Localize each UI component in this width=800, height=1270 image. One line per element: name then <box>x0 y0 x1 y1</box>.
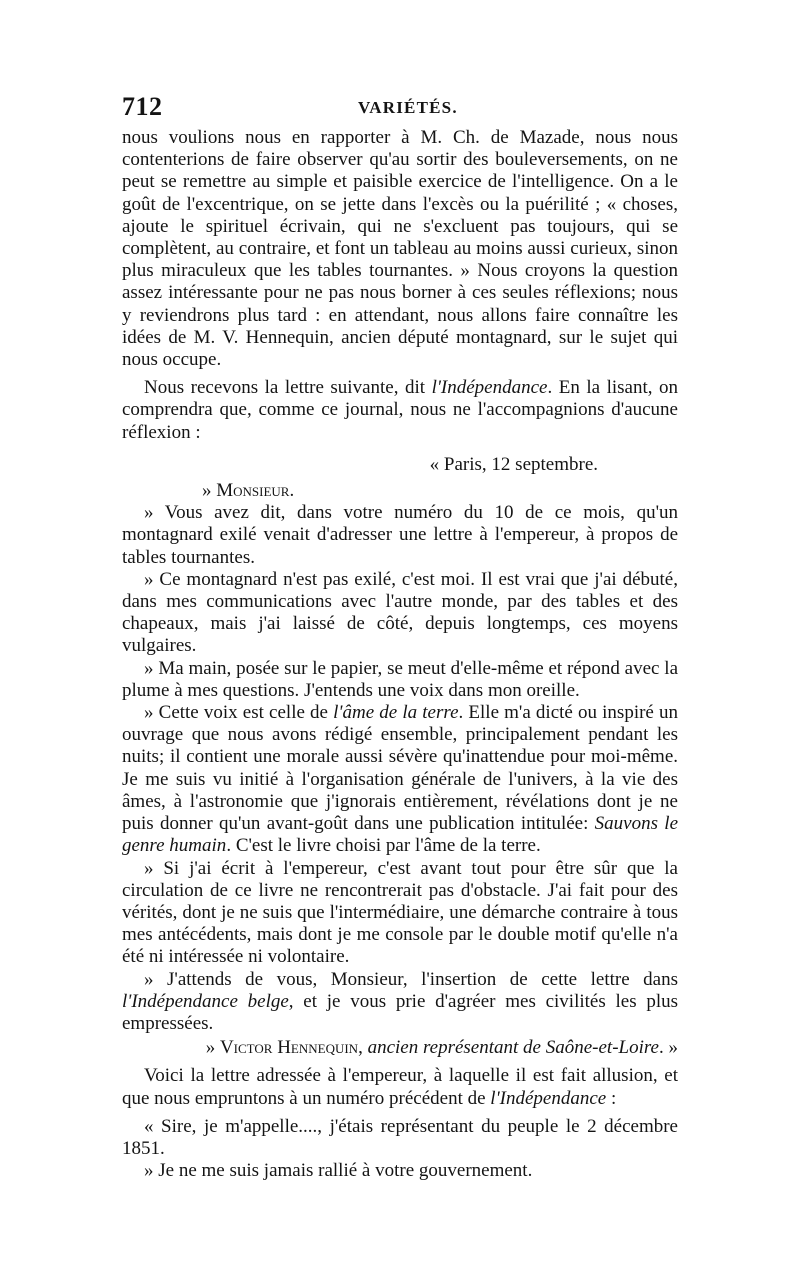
letter-signature <box>122 1037 678 1059</box>
emperor-letter-paragraph: « Sire, je m'appelle...., j'étais représentant du peuple le 2 décembre 1851. <box>122 1115 678 1159</box>
running-title: VARIÉTÉS. <box>358 98 458 117</box>
newspaper-title: l'Indépendance <box>490 1087 607 1109</box>
newspaper-title: l'Indépendance belge <box>122 990 289 1012</box>
letter-paragraph: » Ma main, posée sur le papier, se meut d'elle-même et répond avec la plume à mes questions. J'entends une voix dans mon oreille. <box>122 657 678 701</box>
signer-name: Victor Hennequin <box>219 1037 359 1059</box>
text: , et je vous prie d'agréer mes civilités les plus empressées. <box>122 990 678 1034</box>
running-head <box>122 92 678 122</box>
text: Nous recevons la lettre suivante, dit <box>144 377 432 399</box>
signer-role: ancien représentant de Saône-et-Loire <box>367 1037 659 1059</box>
text: » Cette voix est celle de <box>144 702 334 724</box>
text: . En la lisant, on comprendra que, comme ce journal, nous ne l'accompagnions d'aucune réflexion : <box>122 377 678 443</box>
text: . » <box>659 1037 678 1059</box>
text: . C'est le livre choisi par l'âme de la terre. <box>226 835 541 857</box>
letter-paragraph: » Vous avez dit, dans votre numéro du 10 de ce mois, qu'un montagnard exilé venait d'adresser une lettre à l'empereur, à propos de tables tournantes. <box>122 502 678 568</box>
newspaper-title: l'Indépendance <box>431 377 548 399</box>
emperor-letter-paragraph: » Je ne me suis jamais rallié à votre gouvernement. <box>144 1160 533 1182</box>
text: , <box>358 1037 368 1059</box>
italic-phrase: l'âme de la terre <box>333 702 459 724</box>
letter-paragraph <box>122 702 678 857</box>
paragraph-intro-letter <box>122 377 678 444</box>
text: Voici la lettre adressée à l'empereur, à laquelle il est fait allusion, et que nous empruntons à un numéro précédent de <box>122 1065 678 1109</box>
page-number: 712 <box>122 92 163 121</box>
letter-dateline: « Paris, 12 septembre. <box>429 453 598 475</box>
paragraph-intro-emperor-letter <box>122 1065 678 1109</box>
text: : <box>606 1087 617 1109</box>
text: . Elle m'a dicté ou inspiré un ouvrage que nous avons rédigé ensemble, principalement pendant les nuits; il contient une morale aussi sévère qu'inattendue pour moi-même. Je me suis vu initié à l'organisation générale de l'univers, à la vie des âmes, à l'astronomie que j'ignorais entièrement, révélations dont je ne puis donner qu'un avant-goût dans une publication intitulée: <box>122 702 678 835</box>
letter-paragraph: » Si j'ai écrit à l'empereur, c'est avant tout pour être sûr que la circulation de ce livre ne rencontrerait pas d'obstacle. J'ai fait pour des vérités, dont je ne suis que l'intermédiaire, une démarche contraire à tous mes antécédents, mais dont je me console par le double motif qu'elle n'a été ni intéressée ni volontaire. <box>122 857 678 968</box>
book-title: Sauvons le genre humain <box>122 813 678 857</box>
letter-paragraph <box>122 969 678 1036</box>
article-body <box>122 127 678 1182</box>
letter-salutation: » Monsieur. <box>202 480 295 502</box>
letter-paragraph: » Ce montagnard n'est pas exilé, c'est moi. Il est vrai que j'ai débuté, dans mes communications avec l'autre monde, par des tables et des chapeaux, mais j'ai laissé de côté, depuis longtemps, ces moyens vulgaires. <box>122 568 678 657</box>
paragraph-mazade: nous voulions nous en rapporter à M. Ch. de Mazade, nous nous contenterions de faire observer qu'au sortir des bouleversements, on ne peut se remettre au simple et paisible exercice de l'intelligence. On a le goût de l'excentrique, on se jette dans l'excès ou la puérilité ; « choses, ajoute le spirituel écrivain, qui ne s'excluent pas toujours, qui se complètent, au contraire, et font un tableau au moins aussi curieux, sinon plus miraculeux que les tables tournantes. » Nous croyons la question assez intéressante pour ne pas nous borner à ces seules réflexions; nous y reviendrons plus tard : en attendant, nous allons faire connaître les idées de M. V. Hennequin, ancien député montagnard, sur le sujet qui nous occupe. <box>122 127 678 371</box>
text: » <box>205 1037 220 1059</box>
text: » J'attends de vous, Monsieur, l'insertion de cette lettre dans <box>144 968 678 990</box>
